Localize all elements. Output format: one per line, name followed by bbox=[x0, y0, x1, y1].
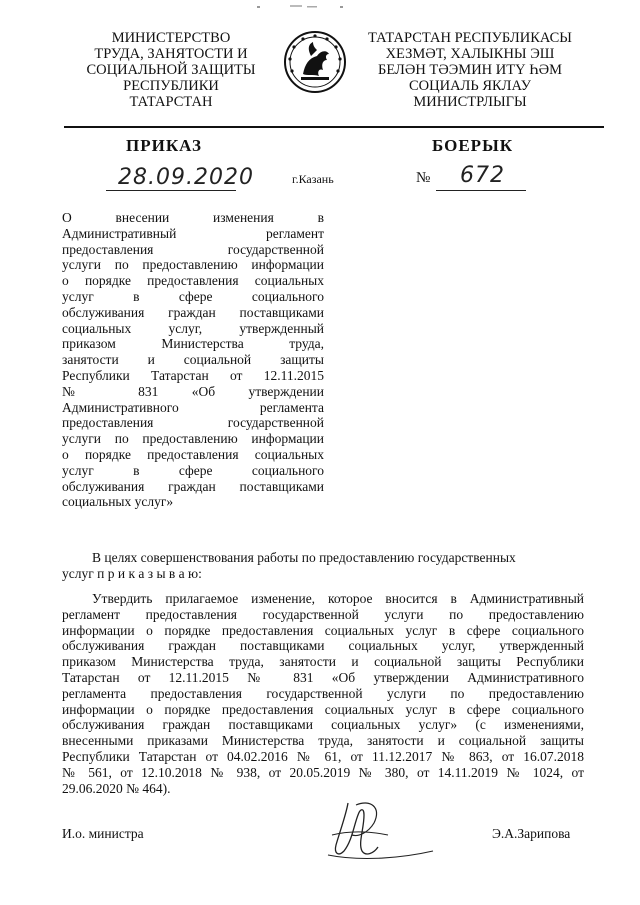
subject-line: О внесении изменения в bbox=[62, 210, 324, 225]
subject-line: социальных услуг» bbox=[62, 494, 174, 510]
subject-line: услуг в сфере социального bbox=[62, 288, 324, 304]
body-line: В целях совершенствования работы по предоставлению государственных bbox=[92, 550, 516, 565]
body-line: 29.06.2020 № 464). bbox=[62, 780, 171, 796]
order-number: 672 bbox=[460, 163, 505, 188]
signatory-position: И.о. министра bbox=[62, 826, 144, 841]
order-title-ru: ПРИКАЗ bbox=[126, 136, 202, 155]
ministry-name-tt bbox=[350, 30, 590, 110]
body-line: регламента предоставления государственной услуги по предоставлению bbox=[62, 685, 584, 701]
subject-line: предоставления государственной bbox=[62, 415, 324, 431]
header-line: ТАТАРСТАН bbox=[129, 94, 213, 110]
subject-line: обслуживания граждан поставщиками bbox=[62, 304, 324, 320]
body-line: Татарстан от 12.11.2015 № 831 «Об утверждении Административного bbox=[62, 669, 584, 685]
body-line: Республики Татарстан от 04.02.2016 № 61, от 11.12.2017 № 863, от 16.07.2018 bbox=[62, 748, 584, 764]
resolution-paragraph bbox=[62, 591, 584, 796]
body-line: обслуживания граждан поставщиками социальных услуг, утвержденный bbox=[62, 638, 584, 654]
body-line: информации о порядке предоставления социальных услуг в сфере социального bbox=[62, 701, 584, 717]
order-title-tt: БОЕРЫК bbox=[432, 136, 514, 155]
subject-line: предоставления государственной bbox=[62, 241, 324, 257]
number-underline bbox=[436, 190, 526, 191]
header-line: ХЕЗМӘТ, ХАЛЫКНЫ ЭШ bbox=[385, 46, 555, 62]
subject-line: о порядке предоставления социальных bbox=[62, 446, 324, 462]
subject-line: услуг в сфере социального bbox=[62, 462, 324, 478]
header-line: БЕЛӘН ТӘЭМИН ИТҮ ҺӘМ bbox=[378, 62, 562, 78]
body-line: обслуживания граждан поставщиками социальных услуг» (с изменениями, bbox=[62, 717, 584, 733]
body-line: № 561, от 12.10.2018 № 938, от 20.05.2019 № 380, от 14.11.2019 № 1024, от bbox=[62, 764, 584, 780]
subject-line: № 831 «Об утверждении bbox=[62, 383, 324, 399]
header-line: МИНИСТЕРСТВО bbox=[111, 30, 231, 46]
handwritten-signature bbox=[318, 795, 438, 870]
header-divider bbox=[64, 126, 604, 128]
subject-line: приказом Министерства труда, bbox=[62, 336, 324, 352]
order-city: г.Казань bbox=[292, 172, 334, 186]
ministry-name-ru bbox=[66, 30, 276, 110]
subject-line: о порядке предоставления социальных bbox=[62, 273, 324, 289]
subject-line: Республики Татарстан от 12.11.2015 bbox=[62, 367, 324, 383]
order-date: 28.09.2020 bbox=[118, 165, 254, 190]
header-line: ТРУДА, ЗАНЯТОСТИ И bbox=[94, 46, 248, 62]
header-line: ТАТАРСТАН РЕСПУБЛИКАСЫ bbox=[368, 30, 572, 46]
signatory-name: Э.А.Зарипова bbox=[492, 826, 571, 841]
body-line: регламент предоставления государственной услуги по предоставлению bbox=[62, 606, 584, 622]
order-subject bbox=[62, 210, 324, 510]
scan-artifact bbox=[255, 4, 355, 10]
body-line: услуг п р и к а з ы в а ю: bbox=[62, 565, 202, 581]
header-line: СОЦИАЛЬНОЙ ЗАЩИТЫ bbox=[86, 62, 256, 78]
subject-line: обслуживания граждан поставщиками bbox=[62, 478, 324, 494]
subject-line: социальных услуг, утвержденный bbox=[62, 320, 324, 336]
header-line: СОЦИАЛЬ ЯКЛАУ bbox=[409, 78, 531, 94]
body-line: информации о порядке предоставления социальных услуг в сфере социального bbox=[62, 622, 584, 638]
body-line: внесенными приказами Министерства труда, занятости и социальной защиты bbox=[62, 733, 584, 749]
body-line: Утвердить прилагаемое изменение, которое вносится в Административный bbox=[92, 591, 584, 606]
header-line: МИНИСТРЛЫГЫ bbox=[413, 94, 527, 110]
tatarstan-coat-of-arms-icon bbox=[283, 30, 347, 94]
header-line: РЕСПУБЛИКИ bbox=[123, 78, 219, 94]
order-number-label: № bbox=[416, 170, 431, 186]
subject-line: занятости и социальной защиты bbox=[62, 352, 324, 368]
subject-line: Административного регламента bbox=[62, 399, 324, 415]
subject-line: услуги по предоставлению информации bbox=[62, 257, 324, 273]
body-line: приказом Министерства труда, занятости и социальной защиты Республики bbox=[62, 654, 584, 670]
preamble-paragraph bbox=[62, 550, 584, 582]
subject-line: Административный регламент bbox=[62, 225, 324, 241]
subject-line: услуги по предоставлению информации bbox=[62, 431, 324, 447]
date-underline bbox=[106, 190, 236, 191]
